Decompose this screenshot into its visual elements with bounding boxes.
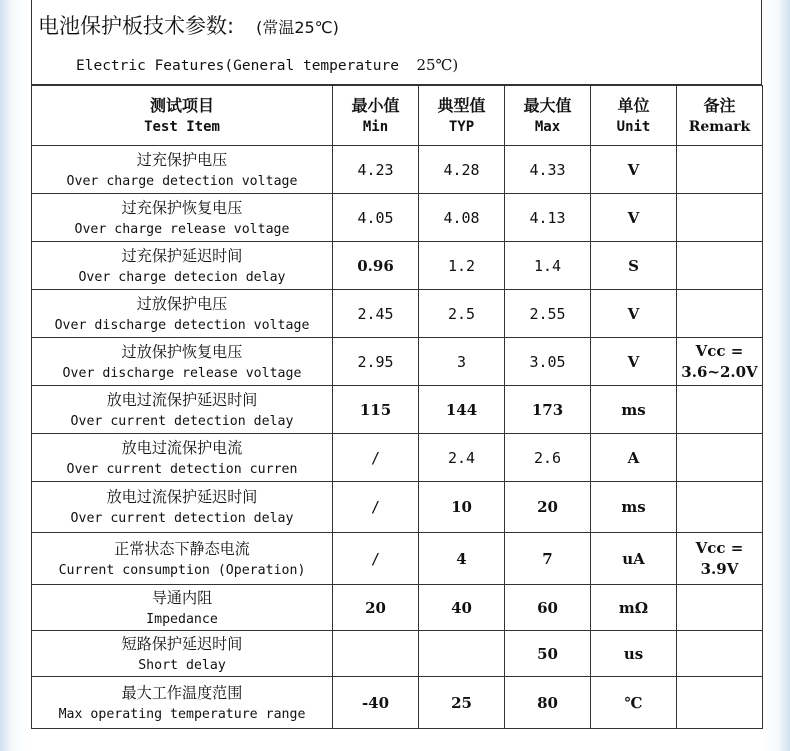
item-cell — [32, 290, 333, 338]
item-en: Short delay — [138, 656, 226, 673]
item-cn: 正常状态下静态电流 — [114, 539, 250, 558]
max-cell: 2.55 — [505, 290, 591, 338]
header-cn: 单位 — [617, 95, 650, 115]
item-cn: 短路保护延迟时间 — [121, 634, 243, 653]
max-cell: 173 — [505, 386, 591, 434]
table-row — [32, 338, 763, 386]
typ-cell: 1.2 — [419, 242, 505, 290]
item-en: Over current detection curren — [66, 460, 298, 477]
min-cell: / — [333, 434, 419, 482]
item-cell — [32, 585, 333, 631]
unit-cell: uA — [591, 533, 677, 585]
item-en: Max operating temperature range — [58, 705, 306, 722]
remark-cell — [677, 585, 763, 631]
typ-cell: 25 — [419, 677, 505, 729]
header-en: Max — [534, 118, 561, 135]
title-en — [76, 56, 458, 74]
item-en: Over discharge detection voltage — [54, 316, 310, 333]
max-cell: 80 — [505, 677, 591, 729]
remark-cell — [677, 194, 763, 242]
item-en: Impedance — [146, 610, 218, 627]
table-row — [32, 194, 763, 242]
remark-cell — [677, 386, 763, 434]
unit-cell: V — [591, 194, 677, 242]
min-cell: 4.05 — [333, 194, 419, 242]
max-cell: 20 — [505, 482, 591, 533]
typ-cell: 40 — [419, 585, 505, 631]
unit-cell: mΩ — [591, 585, 677, 631]
item-en: Current consumption (Operation) — [58, 561, 306, 578]
header-cn: 最小值 — [351, 95, 400, 115]
typ-cell: 4.08 — [419, 194, 505, 242]
typ-cell: 4 — [419, 533, 505, 585]
item-cell — [32, 482, 333, 533]
typ-cell: 2.5 — [419, 290, 505, 338]
item-en: Over current detection delay — [70, 412, 294, 429]
item-en: Over charge detection voltage — [66, 172, 298, 189]
item-cn: 放电过流保护电流 — [121, 438, 243, 457]
header-en: Remark — [688, 118, 751, 135]
header-en: Min — [362, 118, 389, 135]
remark-cell: Vcc = 3.9V — [677, 533, 763, 585]
header-cn: 最大值 — [523, 95, 572, 115]
title-cn-main: 电池保护板技术参数: — [38, 14, 235, 38]
item-cell — [32, 631, 333, 677]
min-cell: 0.96 — [333, 242, 419, 290]
remark-cell: Vcc = 3.6~2.0V — [677, 338, 763, 386]
max-cell: 4.33 — [505, 146, 591, 194]
header-remark — [677, 86, 763, 146]
typ-cell: 4.28 — [419, 146, 505, 194]
min-cell: 2.95 — [333, 338, 419, 386]
remark-cell — [677, 677, 763, 729]
table-row — [32, 585, 763, 631]
max-cell: 4.13 — [505, 194, 591, 242]
table-row — [32, 533, 763, 585]
remark-cell — [677, 242, 763, 290]
table-row — [32, 434, 763, 482]
item-cell — [32, 242, 333, 290]
min-cell: 20 — [333, 585, 419, 631]
spec-sheet — [31, 0, 762, 751]
unit-cell: ms — [591, 482, 677, 533]
unit-cell: V — [591, 146, 677, 194]
title-en-temp: 25℃) — [416, 56, 459, 74]
typ-cell: 144 — [419, 386, 505, 434]
item-cn: 过充保护电压 — [136, 150, 228, 169]
unit-cell: S — [591, 242, 677, 290]
unit-cell: us — [591, 631, 677, 677]
unit-cell: ℃ — [591, 677, 677, 729]
table-row — [32, 631, 763, 677]
item-en: Over charge detecion delay — [78, 268, 286, 285]
item-cn: 过放保护电压 — [136, 294, 228, 313]
remark-cell — [677, 434, 763, 482]
table-row — [32, 146, 763, 194]
min-cell: / — [333, 482, 419, 533]
title-block — [31, 0, 762, 85]
item-cell — [32, 677, 333, 729]
header-row — [32, 86, 763, 146]
remark-cell — [677, 290, 763, 338]
header-cn: 备注 — [703, 95, 736, 115]
header-en: TYP — [448, 118, 475, 135]
header-test-item — [32, 86, 333, 146]
max-cell: 3.05 — [505, 338, 591, 386]
remark-cell — [677, 631, 763, 677]
min-cell: 2.45 — [333, 290, 419, 338]
unit-cell: A — [591, 434, 677, 482]
typ-cell — [419, 631, 505, 677]
unit-cell: ms — [591, 386, 677, 434]
unit-cell: V — [591, 338, 677, 386]
item-en: Over discharge release voltage — [62, 364, 302, 381]
header-min — [333, 86, 419, 146]
typ-cell: 10 — [419, 482, 505, 533]
header-unit — [591, 86, 677, 146]
min-cell: / — [333, 533, 419, 585]
item-cn: 导通内阻 — [151, 588, 213, 607]
spec-table — [31, 85, 763, 729]
header-cn: 典型值 — [437, 95, 486, 115]
header-typ — [419, 86, 505, 146]
remark-cell — [677, 146, 763, 194]
header-en: Test Item — [144, 118, 220, 135]
item-cn: 过放保护恢复电压 — [121, 342, 243, 361]
max-cell: 60 — [505, 585, 591, 631]
item-cn: 放电过流保护延迟时间 — [106, 390, 258, 409]
remark-cell — [677, 482, 763, 533]
item-en: Over charge release voltage — [74, 220, 290, 237]
min-cell: -40 — [333, 677, 419, 729]
table-row — [32, 677, 763, 729]
table-row — [32, 290, 763, 338]
title-cn-sub: (常温25℃) — [256, 18, 339, 37]
item-en: Over current detection delay — [70, 510, 294, 526]
title-en-main: Electric Features(General temperature — [76, 58, 400, 74]
item-cn: 过充保护恢复电压 — [121, 198, 243, 217]
max-cell: 2.6 — [505, 434, 591, 482]
item-cell — [32, 338, 333, 386]
item-cell — [32, 533, 333, 585]
table-row — [32, 482, 763, 533]
item-cn: 放电过流保护延迟时间 — [106, 488, 258, 506]
item-cell — [32, 194, 333, 242]
header-max — [505, 86, 591, 146]
table-row — [32, 386, 763, 434]
header-en: Unit — [616, 118, 651, 135]
min-cell — [333, 631, 419, 677]
item-cn: 过充保护延迟时间 — [121, 246, 243, 265]
unit-cell: V — [591, 290, 677, 338]
item-cell — [32, 386, 333, 434]
min-cell: 4.23 — [333, 146, 419, 194]
title-cn — [38, 10, 339, 40]
item-cn: 最大工作温度范围 — [121, 683, 243, 702]
header-cn: 测试项目 — [149, 95, 214, 115]
min-cell: 115 — [333, 386, 419, 434]
item-cell — [32, 434, 333, 482]
typ-cell: 2.4 — [419, 434, 505, 482]
typ-cell: 3 — [419, 338, 505, 386]
max-cell: 1.4 — [505, 242, 591, 290]
table-row — [32, 242, 763, 290]
max-cell: 50 — [505, 631, 591, 677]
max-cell: 7 — [505, 533, 591, 585]
item-cell — [32, 146, 333, 194]
